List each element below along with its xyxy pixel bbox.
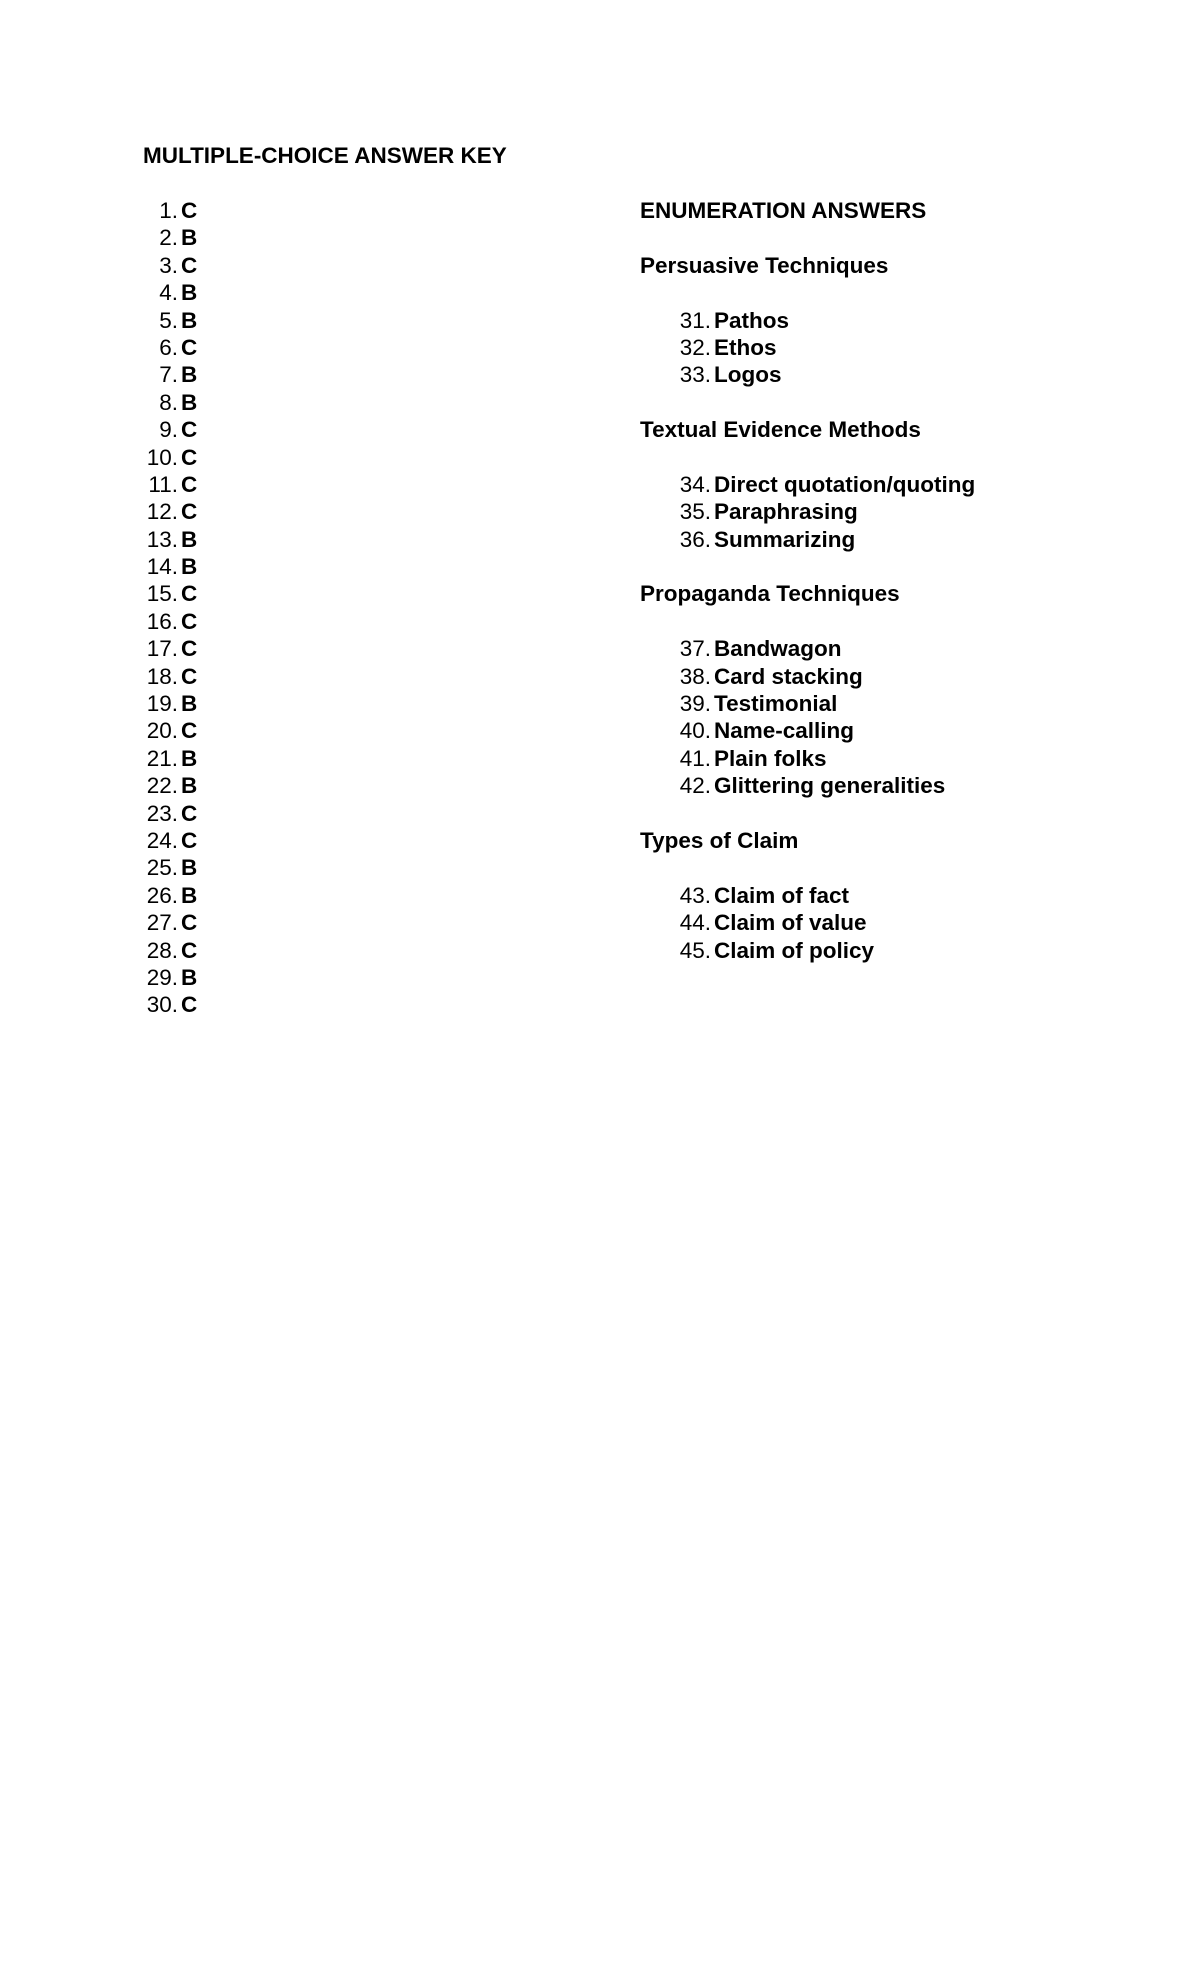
answer-number: 37. [679, 636, 711, 662]
answer-text: Pathos [714, 307, 790, 333]
answer-number: 2. [159, 225, 178, 251]
answer-number: 33. [679, 362, 711, 388]
enumeration-item [640, 745, 1160, 772]
answer-number: 12. [146, 499, 178, 525]
answer-letter: B [181, 225, 198, 251]
answer-text: Name-calling [714, 718, 855, 744]
enumeration-section [640, 252, 1160, 389]
answer-number: 35. [679, 499, 711, 525]
enumeration-section [640, 827, 1160, 964]
answer-letter: C [181, 581, 198, 607]
enumeration-item [640, 307, 1160, 334]
answer-number: 24. [146, 827, 178, 853]
answer-number: 1. [159, 198, 178, 223]
answer-number: 3. [159, 252, 178, 278]
answer-number: 27. [146, 910, 178, 936]
answer-number: 29. [146, 964, 178, 990]
answer-letter: C [181, 417, 198, 443]
answer-item [143, 197, 443, 224]
answer-number: 21. [146, 745, 178, 771]
answer-number: 20. [146, 718, 178, 744]
answer-letter: B [181, 554, 198, 580]
enumeration-list [640, 307, 1160, 389]
answer-letter: C [181, 663, 198, 689]
answer-text: Claim of policy [714, 937, 875, 963]
answer-number: 9. [159, 417, 178, 443]
enumeration-list [640, 471, 1160, 553]
answer-number: 44. [679, 910, 711, 936]
enumeration-item [640, 937, 1160, 964]
answer-number: 45. [679, 937, 711, 963]
answer-letter: C [181, 718, 198, 744]
enumeration-list [640, 882, 1160, 964]
answer-letter: C [181, 910, 198, 936]
answer-item [143, 745, 443, 772]
answer-number: 28. [146, 937, 178, 963]
answer-letter: B [181, 773, 198, 799]
answer-number: 15. [146, 581, 178, 607]
answer-item [143, 690, 443, 717]
answer-item [143, 635, 443, 662]
answer-item [143, 553, 443, 580]
answer-item [143, 526, 443, 553]
answer-letter: C [181, 499, 198, 525]
answer-item [143, 882, 443, 909]
answer-number: 19. [146, 691, 178, 717]
answer-text: Testimonial [714, 691, 838, 717]
answer-item [143, 991, 443, 1018]
answer-text: Card stacking [714, 663, 863, 689]
answer-text: Logos [714, 362, 782, 388]
enumeration-item [640, 361, 1160, 388]
answer-number: 7. [159, 362, 178, 388]
answer-item [143, 252, 443, 279]
answer-text: Claim of value [714, 910, 867, 936]
enumeration-item [640, 334, 1160, 361]
enumeration-item [640, 717, 1160, 744]
answer-item [143, 964, 443, 991]
answer-item [143, 909, 443, 936]
answer-item [143, 608, 443, 635]
page-title: MULTIPLE-CHOICE ANSWER KEY [143, 143, 507, 168]
answer-item [143, 361, 443, 388]
answer-item [143, 772, 443, 799]
answer-letter: B [181, 362, 198, 388]
answer-item [143, 800, 443, 827]
answer-number: 26. [146, 882, 178, 908]
answer-letter: C [181, 444, 198, 470]
answer-letter: C [181, 334, 198, 360]
answer-number: 5. [159, 307, 178, 333]
answer-number: 18. [146, 663, 178, 689]
answer-item [143, 663, 443, 690]
answer-text: Plain folks [714, 745, 827, 771]
answer-text: Claim of fact [714, 882, 850, 908]
answer-text: Ethos [714, 334, 777, 360]
answer-item [143, 334, 443, 361]
answer-number: 4. [159, 280, 178, 306]
enumeration-item [640, 882, 1160, 909]
answer-item [143, 307, 443, 334]
enumeration-item [640, 690, 1160, 717]
enumeration-item [640, 526, 1160, 553]
answer-number: 23. [146, 800, 178, 826]
answer-number: 11. [148, 471, 178, 497]
enumeration-sections [640, 252, 1160, 964]
answer-letter: C [181, 937, 198, 963]
enumeration-item [640, 498, 1160, 525]
answer-item [143, 498, 443, 525]
answer-letter: C [181, 992, 198, 1018]
enumeration-item [640, 772, 1160, 799]
section-heading: Persuasive Techniques [640, 252, 889, 278]
answer-number: 17. [146, 636, 178, 662]
answer-text: Glittering generalities [714, 773, 946, 799]
answer-number: 42. [679, 773, 711, 799]
answer-text: Direct quotation/quoting [714, 471, 976, 497]
answer-item [143, 937, 443, 964]
answer-letter: C [181, 636, 198, 662]
enumeration-list [640, 635, 1160, 799]
answer-letter: B [181, 855, 198, 881]
enumeration-item [640, 471, 1160, 498]
enumeration-title: ENUMERATION ANSWERS [640, 198, 927, 223]
section-heading: Propaganda Techniques [640, 581, 900, 607]
answer-item [143, 471, 443, 498]
answer-letter: C [181, 198, 198, 223]
answer-letter: C [181, 252, 198, 278]
answer-letter: B [181, 389, 198, 415]
answer-item [143, 224, 443, 251]
answer-letter: B [181, 307, 198, 333]
answer-letter: B [181, 745, 198, 771]
answer-item [143, 444, 443, 471]
answer-letter: B [181, 280, 198, 306]
answer-letter: B [181, 691, 198, 717]
answer-item [143, 389, 443, 416]
answer-text: Summarizing [714, 526, 856, 552]
answer-number: 36. [679, 526, 711, 552]
answer-number: 41. [679, 745, 711, 771]
answer-number: 43. [679, 882, 711, 908]
answer-letter: B [181, 526, 198, 552]
answer-number: 32. [679, 334, 711, 360]
enumeration-column [640, 197, 1160, 991]
enumeration-section [640, 416, 1160, 553]
answer-letter: B [181, 882, 198, 908]
enumeration-section [640, 580, 1160, 799]
answer-item [143, 580, 443, 607]
answer-text: Paraphrasing [714, 499, 858, 525]
answer-item [143, 854, 443, 881]
answer-number: 14. [146, 554, 178, 580]
answer-item [143, 717, 443, 744]
answer-number: 25. [146, 855, 178, 881]
answer-letter: C [181, 471, 198, 497]
answer-letter: C [181, 827, 198, 853]
answer-number: 16. [146, 608, 178, 634]
answer-number: 34. [679, 471, 711, 497]
answer-number: 10. [146, 444, 178, 470]
section-heading: Types of Claim [640, 827, 799, 853]
answer-item [143, 827, 443, 854]
answer-number: 38. [679, 663, 711, 689]
enumeration-item [640, 635, 1160, 662]
answer-number: 6. [159, 334, 178, 360]
multiple-choice-list [143, 197, 443, 1019]
section-heading: Textual Evidence Methods [640, 417, 921, 443]
answer-item [143, 279, 443, 306]
answer-item [143, 416, 443, 443]
answer-number: 22. [146, 773, 178, 799]
answer-number: 40. [679, 718, 711, 744]
enumeration-item [640, 663, 1160, 690]
answer-number: 30. [146, 992, 178, 1018]
answer-number: 39. [679, 691, 711, 717]
answer-letter: C [181, 608, 198, 634]
answer-number: 8. [159, 389, 178, 415]
answer-text: Bandwagon [714, 636, 842, 662]
answer-letter: C [181, 800, 198, 826]
answer-number: 31. [679, 307, 711, 333]
enumeration-item [640, 909, 1160, 936]
answer-number: 13. [146, 526, 178, 552]
answer-letter: B [181, 964, 198, 990]
